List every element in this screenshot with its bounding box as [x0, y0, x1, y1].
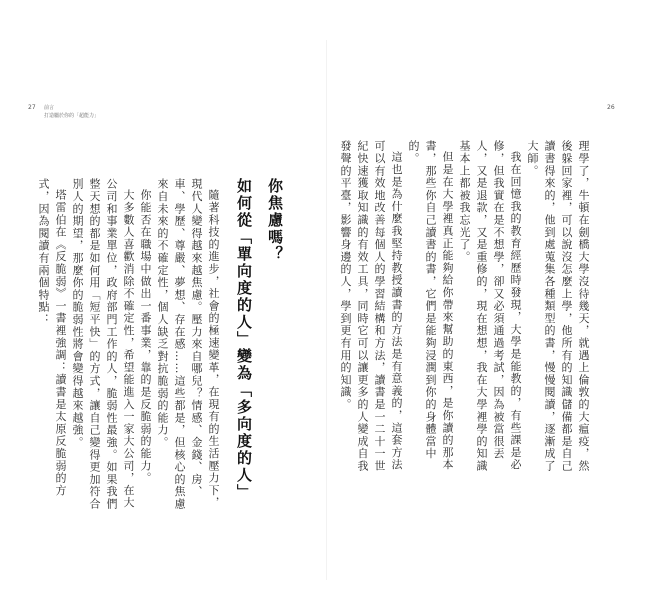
right-page — [327, 0, 655, 609]
right-body-text — [339, 140, 592, 475]
paragraph: 但是在大學裡真正能夠給你帶來幫助的東西，是你讀的那本書，那些你自己讀書的書，它們是能夠浸潤到你的身體當中的。 — [407, 140, 454, 471]
section-heading-title: 如何從「單向度的人」變為「多向度的人」 — [235, 178, 253, 501]
running-head-line-2: 打造屬於你的「超能力」 — [44, 113, 100, 119]
paragraph: 這也是為什麼我堅持教授讀書的方法是有意義的，這套方法可以有效地改善每個人的學習結構和方法，讀書是一二十一世紀快速獲取知識的有效工具，同時它可以讓更多的人變成自我發聲的平臺，影響身邊的人，學到更有用的知識。 — [339, 140, 403, 473]
paragraph: 我在回憶我的教育經歷時發現，大學是能教的，有些課是必修，但我實在是不想學，卻又必須通過考試，因為被當很丟人，又是退款，又是重修的，現在想想，我在大學裡學的知識基本上都被我忘光了。 — [458, 140, 522, 473]
paragraph: 大多數人喜歡消除不確定性，希望能進入一家大公司，在大公司和事業單位，政府部門工作的人，脆弱性最強。如果我們整天想的都是如何用「短平快」的方式，讓自己變得更加符合別人的期望，那麼你的脆弱性將會變得越來越強。 — [71, 178, 135, 511]
left-page — [0, 0, 327, 609]
paragraph: 你能否在職場中做出一番事業，靠的是反脆弱的能力。 — [139, 189, 152, 485]
page-number: 27 — [28, 104, 36, 111]
page-number: 26 — [607, 104, 615, 111]
paragraph: 塔雷伯在《反脆弱》一書裡強調：讀書是太原反脆弱的方式，因為閱讀有兩個特點： — [37, 178, 67, 497]
running-head-line-1: 前言 — [44, 105, 55, 111]
paragraph: 隨著科技的進步，社會的極速變革，在現有的生活壓力下，現代人變得越來越焦慮。壓力來自哪兒？情感、金錢、房、車、學歷、尊嚴、夢想、存在感……這些都是，但核心的焦慮來自未來的不確定性，個人缺乏對抗脆弱的能力。 — [156, 178, 220, 511]
paragraph: 理學了，牛頓在劍橋大學沒待幾天，就遇上倫敦的大瘟疫，然後躲回家裡，可以說沒怎麼上學，他所有的知識儲備都是自己讀書得來的，他到處蒐集各種類型的書，慢慢閱讀，逐漸成了大師。 — [526, 140, 590, 473]
left-body-text — [37, 178, 222, 516]
section-heading-question: 你焦慮嗎？ — [266, 178, 284, 263]
